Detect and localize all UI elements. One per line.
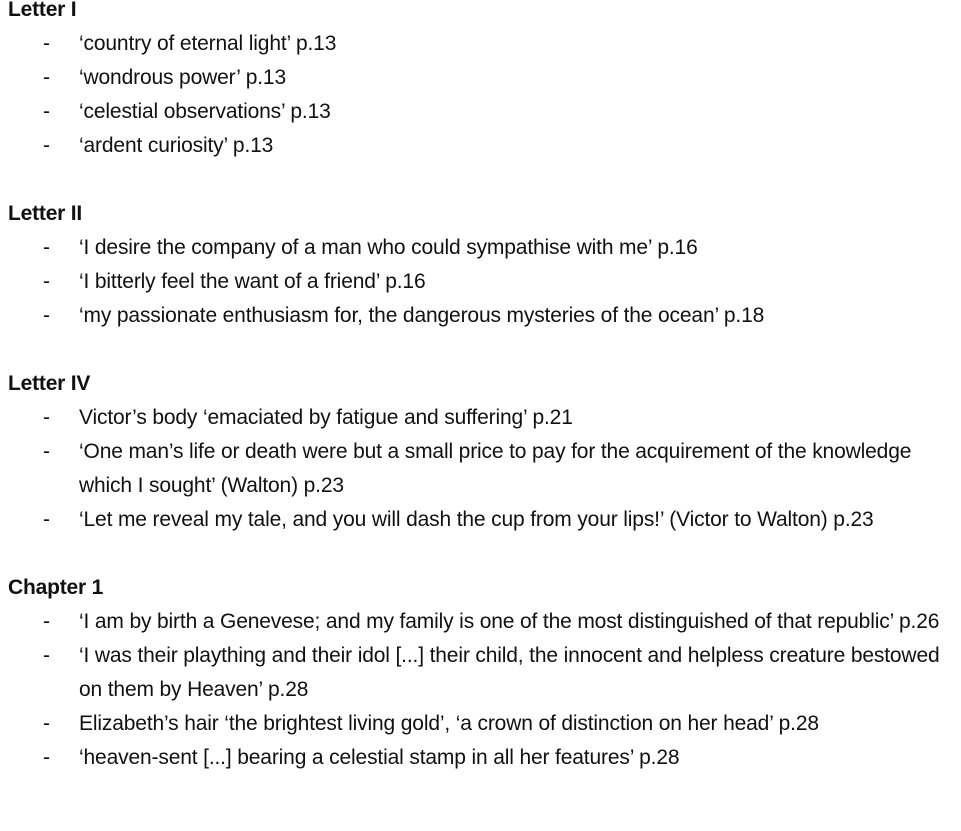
section-heading: Letter II (8, 202, 83, 225)
bullet-dash: - (43, 32, 50, 55)
quote-text: ‘Let me reveal my tale, and you will dash the cup from your lips!’ (Victor to Walton) p.23 (79, 508, 874, 531)
list-item (8, 707, 953, 741)
bullet-dash: - (43, 406, 50, 429)
bullet-dash: - (43, 100, 50, 123)
quote-text: ‘I desire the company of a man who could sympathise with me’ p.16 (79, 236, 698, 259)
list-item (8, 231, 953, 265)
bullet-dash: - (43, 610, 50, 633)
bullet-dash: - (43, 134, 50, 157)
section-heading: Letter I (8, 0, 77, 21)
list-item (8, 639, 953, 707)
quote-text: ‘heaven-sent [...] bearing a celestial stamp in all her features’ p.28 (79, 746, 680, 769)
quote-text: ‘my passionate enthusiasm for, the dangerous mysteries of the ocean’ p.18 (79, 304, 765, 327)
section-heading: Chapter 1 (8, 576, 104, 599)
list-item (8, 95, 953, 129)
quote-list (8, 231, 953, 333)
quote-text: ‘country of eternal light’ p.13 (79, 32, 337, 55)
bullet-dash: - (43, 712, 50, 735)
section-letter-1 (8, 0, 953, 163)
quote-text: ‘I am by birth a Genevese; and my family is one of the most distinguished of that republic’ p.26 (79, 610, 940, 633)
quote-text: ‘One man’s life or death were but a small price to pay for the acquirement of the knowledge which I sought’ (Walton) p.23 (79, 440, 912, 497)
list-item (8, 61, 953, 95)
bullet-dash: - (43, 236, 50, 259)
quote-text: ‘I was their plaything and their idol [...] their child, the innocent and helpless creature bestowed on them by Heaven’ p.28 (79, 644, 940, 701)
bullet-dash: - (43, 508, 50, 531)
bullet-dash: - (43, 746, 50, 769)
section-heading: Letter IV (8, 372, 91, 395)
list-item (8, 741, 953, 775)
list-item (8, 27, 953, 61)
quote-text: Victor’s body ‘emaciated by fatigue and suffering’ p.21 (79, 406, 573, 429)
quote-text: Elizabeth’s hair ‘the brightest living gold’, ‘a crown of distinction on her head’ p.28 (79, 712, 819, 735)
bullet-dash: - (43, 440, 50, 463)
list-item (8, 265, 953, 299)
quote-text: ‘ardent curiosity’ p.13 (79, 134, 274, 157)
quote-list (8, 27, 953, 163)
list-item (8, 503, 953, 537)
document-page (8, 0, 953, 775)
section-letter-2 (8, 197, 953, 333)
quote-text: ‘I bitterly feel the want of a friend’ p.16 (79, 270, 426, 293)
section-letter-4 (8, 367, 953, 537)
bullet-dash: - (43, 304, 50, 327)
list-item (8, 129, 953, 163)
quote-text: ‘wondrous power’ p.13 (79, 66, 286, 89)
quote-list (8, 401, 953, 537)
section-chapter-1 (8, 571, 953, 775)
list-item (8, 435, 953, 503)
list-item (8, 605, 953, 639)
bullet-dash: - (43, 270, 50, 293)
quote-list (8, 605, 953, 775)
quote-text: ‘celestial observations’ p.13 (79, 100, 331, 123)
bullet-dash: - (43, 66, 50, 89)
list-item (8, 401, 953, 435)
list-item (8, 299, 953, 333)
bullet-dash: - (43, 644, 50, 667)
